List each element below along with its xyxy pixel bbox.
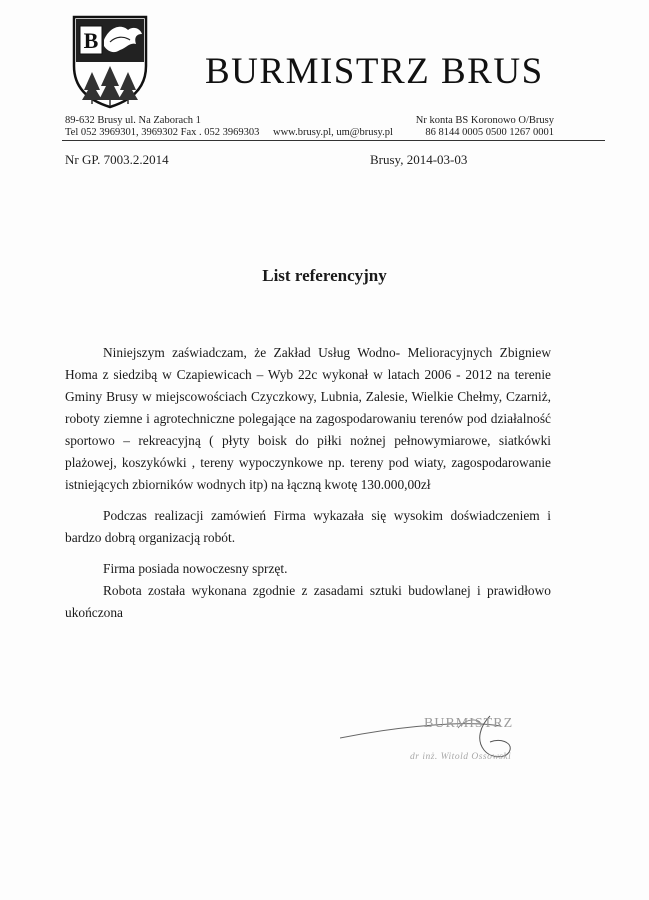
organization-title: BURMISTRZ BRUS <box>205 51 544 92</box>
paragraph-4: Robota została wykonana zgodnie z zasadami sztuki budowlanej i prawidłowo ukończona <box>65 583 551 620</box>
phone-line: Tel 052 3969301, 3969302 Fax . 052 3969303 <box>65 127 260 138</box>
stamp-title: BURMISTRZ <box>424 716 514 731</box>
paragraph-3: Firma posiada nowoczesny sprzęt. <box>103 561 288 576</box>
web-line: www.brusy.pl, um@brusy.pl <box>273 127 393 138</box>
coat-of-arms-logo <box>70 14 150 110</box>
document-title: List referencyjny <box>262 266 387 285</box>
paragraph-2: Podczas realizacji zamówień Firma wykazała się wysokim doświadczeniem i bardzo dobrą organizacją robót. <box>65 508 551 545</box>
bank-line-2: 86 8144 0005 0500 1267 0001 <box>425 127 554 138</box>
letter-body <box>65 342 551 624</box>
svg-text:B: B <box>83 28 99 53</box>
paragraph-1: Niniejszym zaświadczam, że Zakład Usług Wodno- Melioracyjnych Zbigniew Homa z siedzibą w Czapiewicach – Wyb 22c wykonał w latach 2006 - 2012 na terenie Gminy Brusy w miejscowościach Czyczkowy, Lubnia, Zalesie, Wielkie Chełmy, Czarniż, roboty ziemne i agrotechniczne polegające na zagospodarowaniu terenów pod działalność sportowo – rekreacyjną ( płyty boisk do piłki nożnej pełnowymiarowe, siatkówki plażowej, koszykówki , tereny wypoczynkowe np. tereny pod wiaty, zagospodarowanie istniejących zbiorników wodnych itp) na łączną kwotę 130.000,00zł <box>65 345 551 492</box>
stamp-name: dr inż. Witold Ossowski <box>410 752 512 762</box>
reference-number: Nr GP. 7003.2.2014 <box>65 152 169 167</box>
place-date: Brusy, 2014-03-03 <box>370 152 468 167</box>
bank-line-1: Nr konta BS Koronowo O/Brusy <box>415 115 554 126</box>
address-line: 89-632 Brusy ul. Na Zaborach 1 <box>65 115 201 126</box>
header-divider <box>62 140 605 141</box>
